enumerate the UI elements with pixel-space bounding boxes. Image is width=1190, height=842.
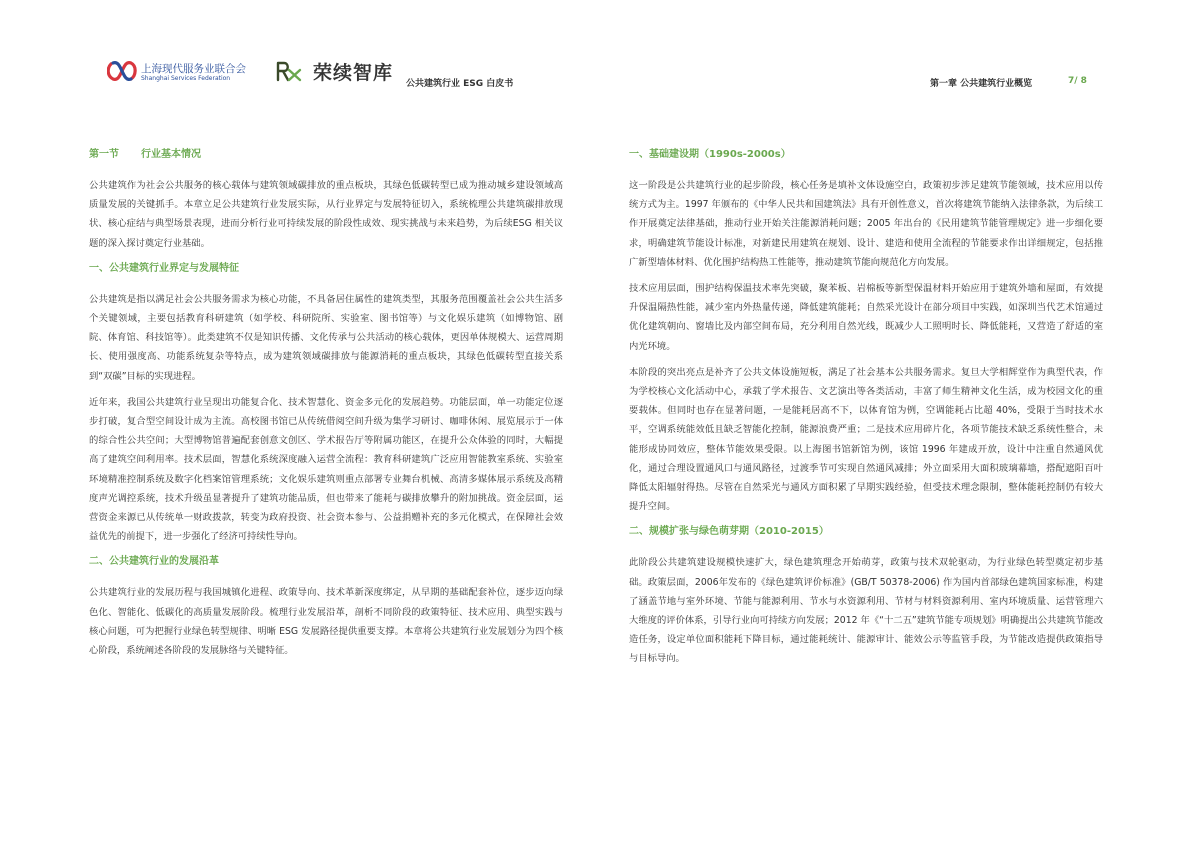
subheading-definition: 一、公共建筑行业界定与发展特征: [89, 262, 239, 274]
section-title: 行业基本情况: [141, 149, 201, 160]
chapter-title: 第一章 公共建筑行业概览: [930, 79, 1033, 89]
left-column: [89, 146, 563, 667]
paragraph-expansion: 此阶段公共建筑建设规模快速扩大，绿色建筑理念开始萌芽，政策与技术双轮驱动，为行业绿色转型奠定初步基础。政策层面，2006年发布的《绿色建筑评价标准》(GB/T 50378-2006) 作为国内首部绿色建筑国家标准，构建了涵盖节地与室外环境、节能与能源利用、节水与水资源利用、节材与材料资源利用、室内环境质量、运营管理六大维度的评价体系，引导行业向可持续方向发展；2012 年《“十二五”建筑节能专项规划》明确提出公共建筑节能改造任务，设定单位面积能耗下降目标，通过能耗统计、能源审计、能效公示等监管手段，为节能改造提供政策指导与目标导向。: [629, 557, 1103, 665]
document-title: 公共建筑行业 ESG 白皮书: [406, 79, 514, 89]
paragraph-policy: 这一阶段是公共建筑行业的起步阶段，核心任务是填补文体设施空白，政策初步涉足建筑节能领域，技术应用以传统方式为主。1997 年颁布的《中华人民共和国建筑法》具有开创性意义，首次将建筑节能纳入法律条款，为后续工作开展奠定法律基础，推动行业开始关注能源消耗问题；2005 年出台的《民用建筑节能管理规定》进一步细化要求，明确建筑节能设计标准，对新建民用建筑在规划、设计、建造和使用全流程的节能要求作出详细规定，包括推广新型墙体材料、优化围护结构热工性能等，推动建筑节能向规范化方向发展。: [629, 180, 1103, 268]
page-number: 7/ 8: [1068, 76, 1087, 86]
subheading-history: 二、公共建筑行业的发展沿革: [89, 556, 219, 568]
paragraph-technology: 技术应用层面，围护结构保温技术率先突破，聚苯板、岩棉板等新型保温材料开始应用于建筑外墙和屋面，有效提升保温隔热性能，减少室内外热量传递，降低建筑能耗；自然采光设计在部分项目中实践，如深圳当代艺术馆通过优化建筑朝向、窗墙比及内部空间布局，充分利用自然光线，既减少人工照明时长、降低能耗，又营造了舒适的室内光环境。: [629, 283, 1103, 352]
intro-paragraph: 公共建筑作为社会公共服务的核心载体与建筑领域碳排放的重点板块，其绿色低碳转型已成为推动城乡建设领域高质量发展的关键抓手。本章立足公共建筑行业发展实际，从行业界定与发展特征切入，系统梳理公共建筑碳排放现状、核心症结与典型场景表现，进而分析行业可持续发展的阶段性成效、现实挑战与未来趋势，为后续ESG 相关议题的深入探讨奠定行业基础。: [89, 180, 563, 249]
paragraph-trends: 近年来，我国公共建筑行业呈现出功能复合化、技术智慧化、资金多元化的发展趋势。功能层面，单一功能定位逐步打破，复合型空间设计成为主流。高校图书馆已从传统借阅空间升级为集学习研讨、咖啡休闲、展览展示于一体的综合性公共空间；大型博物馆普遍配套创意文创区、学术报告厅等附属功能区，在提升公众体验的同时，大幅提高了建筑空间利用率。技术层面，智慧化系统深度融入运营全流程：教育科研建筑广泛应用智能教室系统、实验室环境精准控制系统及数字化档案馆管理系统；文化娱乐建筑则重点部署专业舞台机械、高清多媒体展示系统及高精度声光调控系统，技术升级虽显著提升了建筑功能品质，但也带来了能耗与碳排放攀升的附加挑战。资金层面，运营资金来源已从传统单一财政拨款，转变为政府投资、社会资本参与、公益捐赠补充的多元化模式，在保障社会效益优先的前提下，进一步强化了经济可持续性导向。: [89, 396, 563, 543]
rx-logo-icon: [276, 60, 302, 82]
right-column: [629, 146, 1103, 676]
federation-logo-icon: [107, 58, 137, 84]
section-heading: [89, 146, 563, 164]
subheading-expansion-period: 二、规模扩张与绿色萌芽期（2010-2015）: [629, 526, 829, 538]
paragraph-highlights: 本阶段的突出亮点是补齐了公共文体设施短板，满足了社会基本公共服务需求。复旦大学相辉堂作为典型代表，作为学校核心文化活动中心，承载了学术报告、文艺演出等各类活动，丰富了师生精神文化生活，成为校园文化的重要载体。但同时也存在显著问题，一是能耗居高不下，以体育馆为例，空调能耗占比超 40%，受限于当时技术水平，空调系统能效低且缺乏智能化控制，能源浪费严重；二是技术应用碎片化，各项节能技术缺乏系统性整合，未能形成协同效应，整体节能效果受限。以上海图书馆新馆为例，该馆 1996 年建成开放，设计中注重自然通风优化，通过合理设置通风口与通风路径，过渡季节可实现自然通风减排；外立面采用大面积玻璃幕墙，搭配遮阳百叶降低太阳辐射得热。尽管在自然采光与通风方面积累了早期实践经验，但受技术理念限制，整体能耗控制仍有较大提升空间。: [629, 366, 1103, 513]
federation-name-en: Shanghai Services Federation: [141, 75, 231, 82]
brand-name: 荣续智库: [313, 62, 394, 84]
subheading-infrastructure-period: 一、基础建设期（1990s-2000s）: [629, 149, 791, 160]
section-number: 第一节: [89, 149, 119, 160]
paragraph-history: 公共建筑行业的发展历程与我国城镇化进程、政策导向、技术革新深度绑定，从早期的基础配套补位，逐步迈向绿色化、智能化、低碳化的高质量发展阶段。梳理行业发展沿革，剖析不同阶段的政策特征、技术应用、典型实践与核心问题，可为把握行业绿色转型规律、明晰 ESG 发展路径提供重要支撑。本章将公共建筑行业发展划分为四个核心阶段，系统阐述各阶段的发展脉络与关键特征。: [89, 587, 563, 657]
page-header: [0, 0, 1190, 100]
federation-name: 上海现代服务业联合会: [141, 63, 246, 75]
paragraph-definition: 公共建筑是指以满足社会公共服务需求为核心功能，不具备居住属性的建筑类型，其服务范围覆盖社会公共生活多个关键领域，主要包括教育科研建筑（如学校、科研院所、实验室、图书馆等）与文化娱乐建筑（如博物馆、剧院、体育馆、科技馆等）。此类建筑不仅是知识传播、文化传承与公共活动的核心载体，更因单体规模大、运营周期长、使用强度高、功能系统复杂等特点，成为建筑领域碳排放与能源消耗的重点板块，其绿色低碳转型直接关系到“双碳”目标的实现进程。: [89, 293, 563, 382]
